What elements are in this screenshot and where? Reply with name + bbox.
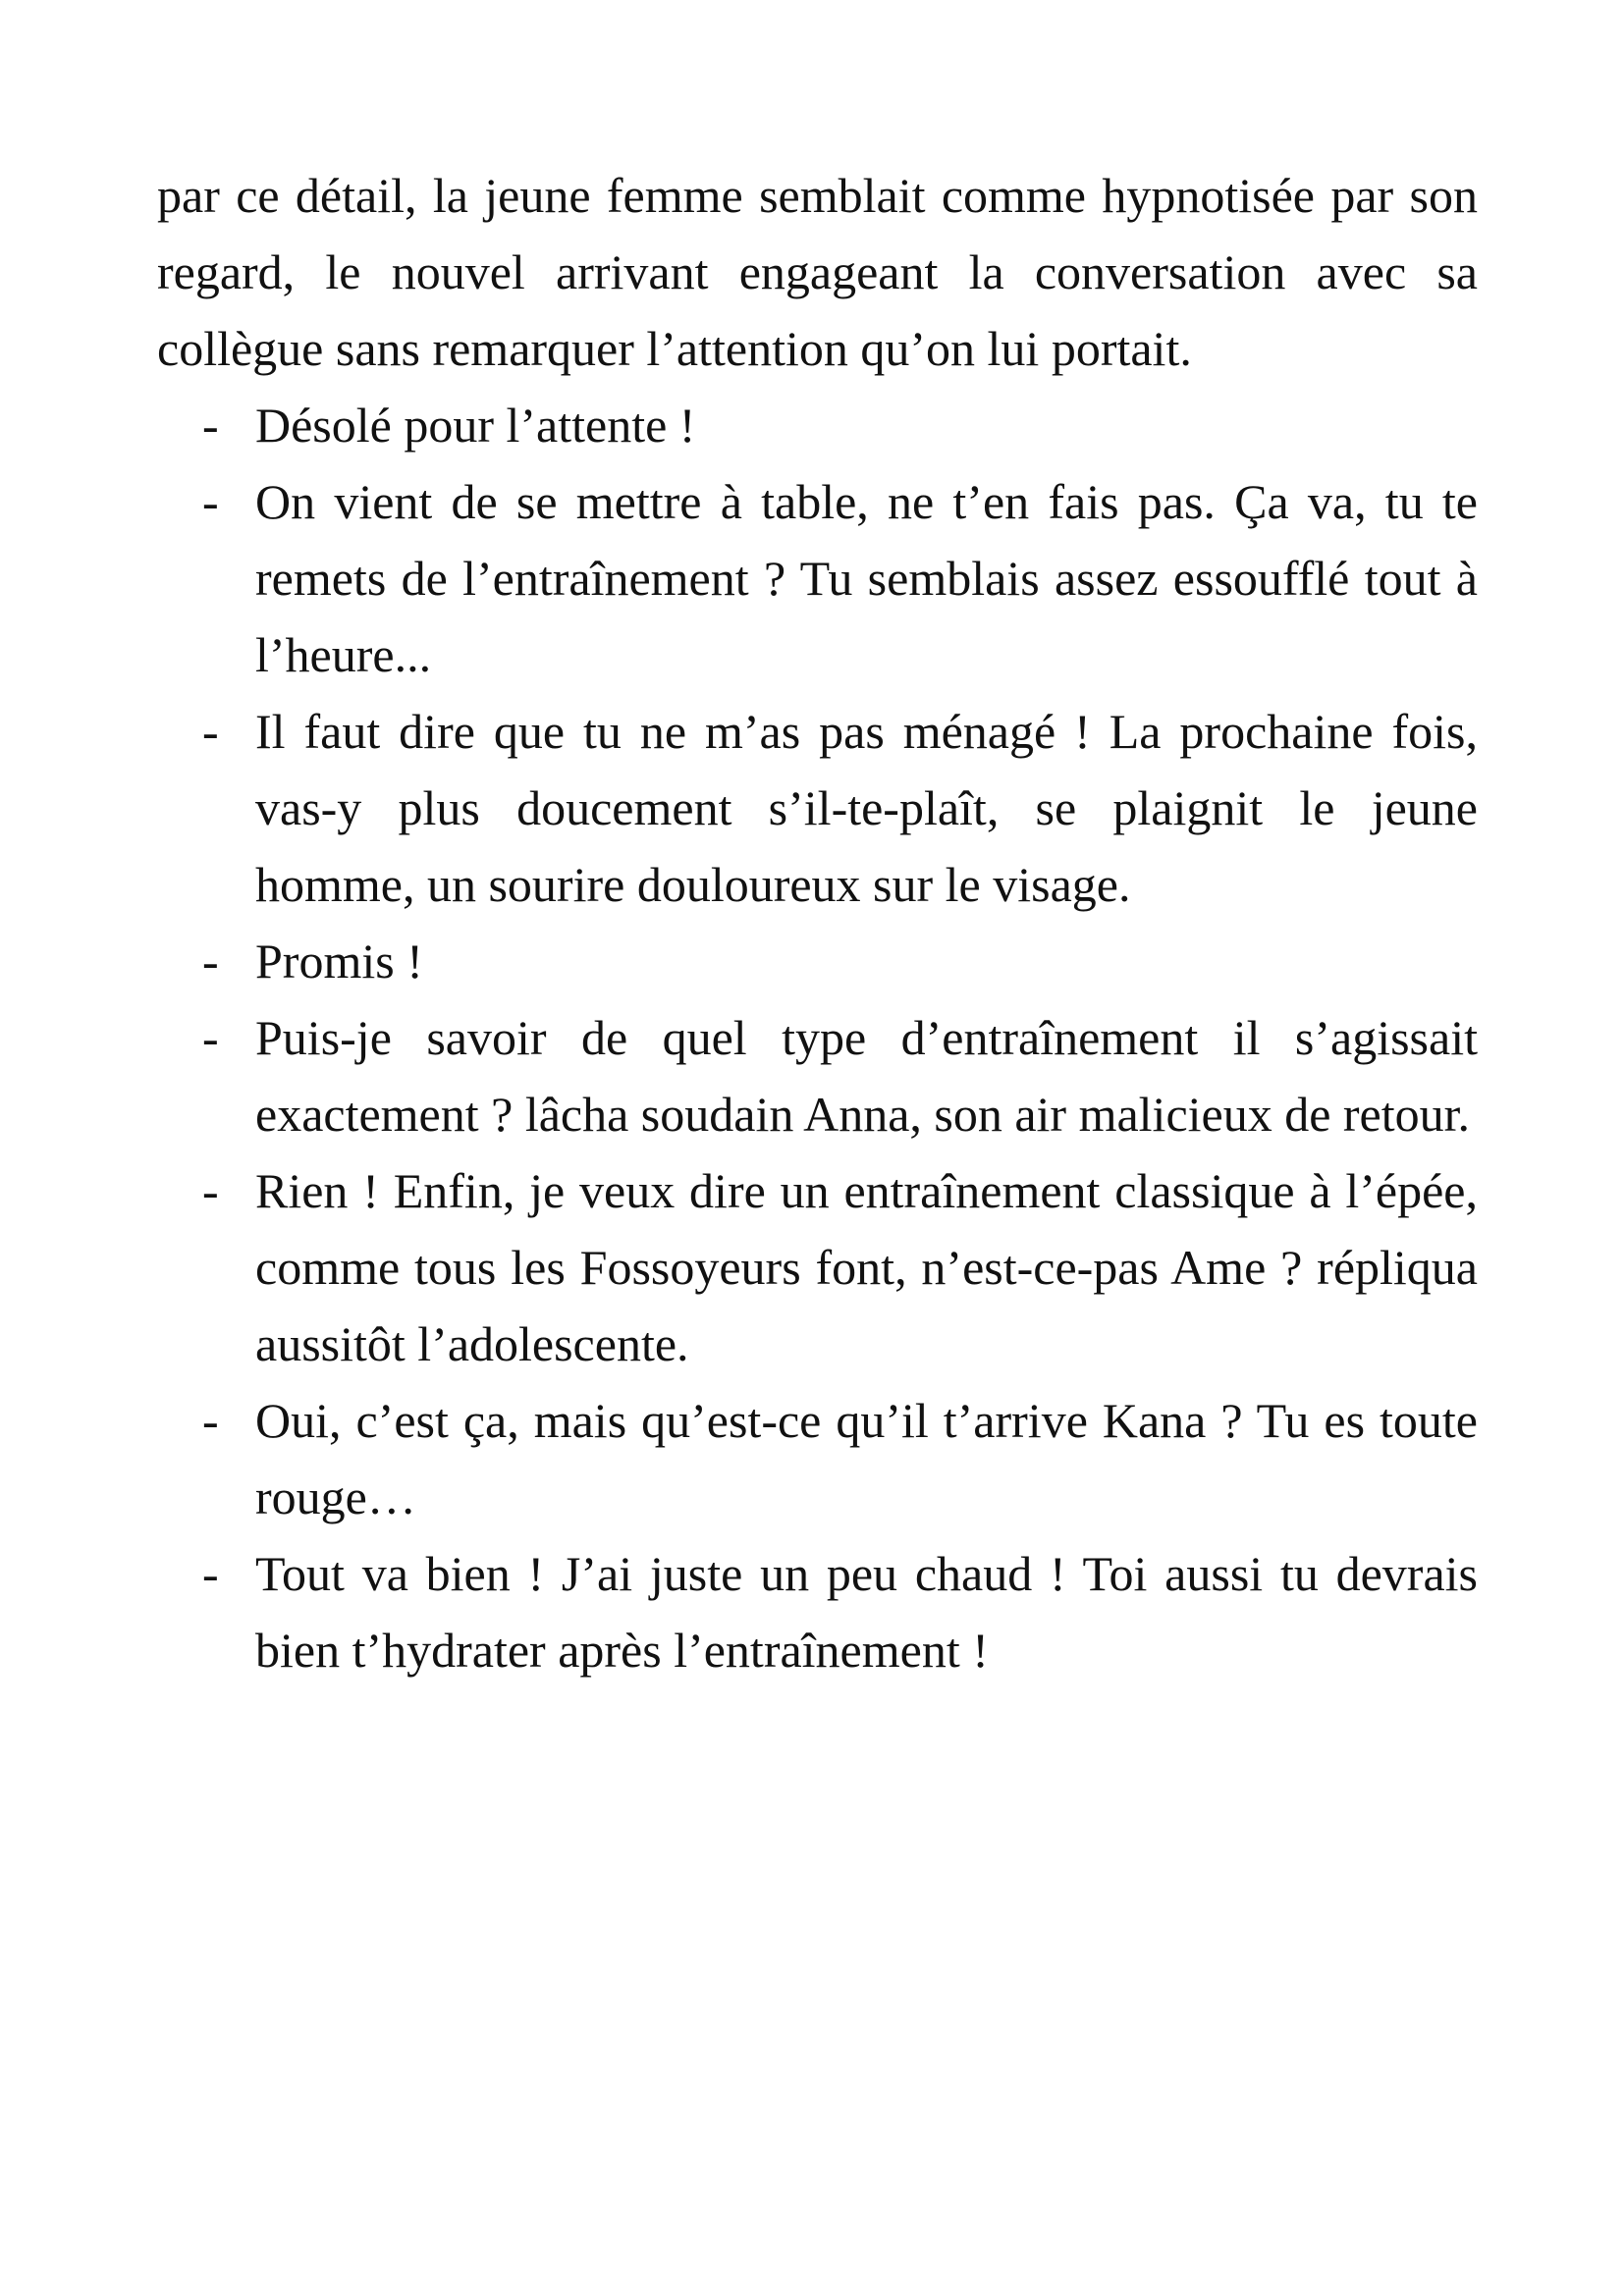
dialogue-line <box>157 999 1478 1152</box>
dialogue-text: Tout va bien ! J’ai juste un peu chaud ! Toi aussi tu devrais bien t’hydrater après l’entraînement ! <box>255 1546 1478 1678</box>
dialogue-dash: - <box>202 474 219 529</box>
dialogue-list <box>157 387 1478 1688</box>
dialogue-dash: - <box>202 1163 219 1218</box>
dialogue-dash: - <box>202 1393 219 1448</box>
dialogue-line <box>157 693 1478 923</box>
dialogue-dash: - <box>202 1546 219 1601</box>
dialogue-line <box>157 387 1478 463</box>
dialogue-line <box>157 463 1478 693</box>
dialogue-dash: - <box>202 398 219 453</box>
dialogue-line <box>157 923 1478 999</box>
dialogue-dash: - <box>202 934 219 988</box>
dialogue-text: Rien ! Enfin, je veux dire un entraînement classique à l’épée, comme tous les Fossoyeurs font, n’est-ce-pas Ame ? répliqua aussitôt l’adolescente. <box>255 1163 1478 1371</box>
dialogue-text: Désolé pour l’attente ! <box>255 398 696 453</box>
dialogue-line <box>157 1152 1478 1382</box>
intro-paragraph: par ce détail, la jeune femme semblait comme hypnotisée par son regard, le nouvel arrivant engageant la conversation avec sa collègue sans remarquer l’attention qu’on lui portait. <box>157 168 1478 376</box>
dialogue-line <box>157 1382 1478 1535</box>
dialogue-dash: - <box>202 1010 219 1065</box>
document-page <box>157 157 1478 1688</box>
dialogue-text: Il faut dire que tu ne m’as pas ménagé ! La prochaine fois, vas-y plus doucement s’il-te-plaît, se plaignit le jeune homme, un sourire douloureux sur le visage. <box>255 704 1478 912</box>
dialogue-line <box>157 1535 1478 1688</box>
dialogue-text: Puis-je savoir de quel type d’entraînement il s’agissait exactement ? lâcha soudain Anna, son air malicieux de retour. <box>255 1010 1478 1142</box>
dialogue-dash: - <box>202 704 219 759</box>
dialogue-text: On vient de se mettre à table, ne t’en fais pas. Ça va, tu te remets de l’entraînement ? Tu semblais assez essoufflé tout à l’heure... <box>255 474 1478 682</box>
dialogue-text: Oui, c’est ça, mais qu’est-ce qu’il t’arrive Kana ? Tu es toute rouge… <box>255 1393 1478 1524</box>
dialogue-text: Promis ! <box>255 934 423 988</box>
